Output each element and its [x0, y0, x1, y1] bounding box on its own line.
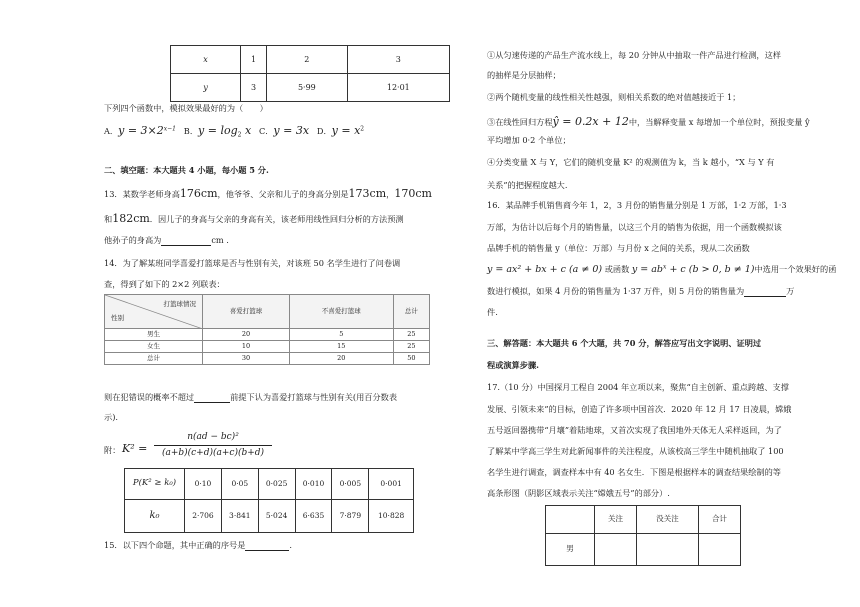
xy-y-cell: 12·01: [347, 74, 449, 102]
q15-s3-line1: ③在线性回归方程ŷ = 0.2x + 12中，当解释变量 x 每增加一个单位时，预报变量 ŷ: [487, 115, 810, 128]
section-3-heading-line1: 三、解答题：本大题共 6 个大题，共 70 分，解答应写出文字说明、证明过: [487, 338, 762, 348]
k0-cell: 10·828: [369, 500, 414, 533]
q14-line1: 14．为了解某班同学喜爱打篮球是否与性别有关，对该班 50 名学生进行了问卷调: [104, 258, 401, 268]
table-row: [105, 353, 430, 365]
formula-numerator: n(ad − bc)²: [187, 432, 239, 442]
corner-top-label: 打篮球情况: [163, 300, 196, 308]
p-cell: 0·10: [185, 469, 222, 500]
table-cell: 5: [289, 329, 393, 341]
k0-cell: 3·841: [221, 500, 258, 533]
q17-line4: 了解某中学高三学生对此新闻事件的关注程度，从该校高三学生中随机抽取了 100: [487, 446, 784, 456]
xy-y-cell: 5·99: [267, 74, 348, 102]
q17-row-label: 男: [546, 534, 595, 566]
p-cell: 0·005: [332, 469, 369, 500]
q12-stem: 下列四个函数中，模拟效果最好的为（ ）: [104, 103, 268, 113]
q17-line2: 发展、引领未来”的目标，创造了许多项中国首次．2020 年 12 月 17 日凌晨，嫦娥: [487, 404, 792, 414]
q13-line1: 13．某数学老师身高176cm，他爷爷、父亲和儿子的身高分别是173cm，170cm: [104, 187, 432, 200]
p-cell: 0·010: [295, 469, 332, 500]
q17-header: 合计: [698, 506, 740, 534]
xy-y-label: y: [171, 74, 241, 102]
table-header: 喜爱打篮球: [203, 295, 290, 329]
table-corner: [105, 295, 203, 329]
q17-cell: [637, 534, 699, 566]
row-label: 总计: [105, 353, 203, 365]
k0-cell: 6·635: [295, 500, 332, 533]
option-a: A．$y = 3\times 2^{x-1}$: [104, 124, 176, 137]
k0-label: k₀: [125, 500, 185, 533]
q13-line3: 他孙子的身高为 cm .: [104, 235, 229, 245]
formula-fraction: [154, 431, 272, 459]
q13-line2: 和182cm．因儿子的身高与父亲的身高有关，该老师用线性回归分析的方法预测: [104, 212, 404, 225]
q16-line5: 数进行模拟，如果 4 月份的销售量为 1·37 万件，则 5 月份的销售量为 万: [487, 286, 795, 296]
table-cell: 25: [393, 329, 429, 341]
q17-header: 没关注: [637, 506, 699, 534]
row-label: 男生: [105, 329, 203, 341]
q16-line4: y = ax² + bx + c (a ≠ 0) 或函数 $y = ab^x + c$ (b > 0, b ≠ 1)中选用一个效果好的函: [487, 263, 837, 275]
q14-line2: 查，得到了如下的 2×2 列联表：: [104, 279, 225, 289]
p-cell: 0·05: [221, 469, 258, 500]
formula-label: 附：: [104, 445, 121, 455]
q16-answer-blank[interactable]: [744, 287, 786, 297]
q17-line5: 名学生进行调查，调查样本中有 40 名女生．下图是根据样本的调查结果绘制的等: [487, 467, 781, 477]
critical-value-table: [124, 468, 414, 533]
q13-answer-blank[interactable]: [161, 236, 211, 246]
table-header: 不喜爱打篮球: [289, 295, 393, 329]
q16-line1: 16．某品牌手机销售商今年 1，2，3 月份的销售量分别是 1 万部，1·2 万部，1·3: [487, 200, 787, 210]
table-cell: 20: [289, 353, 393, 365]
table-header: 总计: [393, 295, 429, 329]
q14-after-line2: 示).: [104, 412, 118, 422]
section-2-heading: 二、填空题：本大题共 4 小题，每小题 5 分.: [104, 165, 269, 175]
q12-options: [104, 123, 364, 140]
formula-denominator: (a+b)(c+d)(a+c)(b+d): [161, 447, 265, 458]
option-b: B．$y = \log_2 x$: [183, 124, 252, 139]
xy-x-cell: 3: [347, 46, 449, 74]
xy-x-cell: 1: [241, 46, 267, 74]
q15-s2: ②两个随机变量的线性相关性越强，则相关系数的绝对值越接近于 1；: [487, 92, 741, 102]
table-cell: 25: [393, 341, 429, 353]
q15-s4-line2: 关系”的把握程度越大.: [487, 180, 568, 190]
option-d: D．$y = x^2$: [316, 124, 365, 137]
q17-table: [545, 505, 741, 566]
q15-stem: 15．以下四个命题，其中正确的序号是 .: [104, 540, 293, 550]
xy-x-label: x: [171, 46, 241, 74]
p-label: P(K² ≥ k₀): [125, 469, 185, 500]
q15-s4-line1: ④分类变量 X 与 Y，它们的随机变量 K² 的观测值为 k，当 k 越小，“X 与 Y 有: [487, 157, 775, 167]
q17-line1: 17.（10 分）中国探月工程自 2004 年立项以来，聚焦“自主创新、重点跨越、支撑: [487, 382, 789, 392]
p-cell: 0·025: [258, 469, 295, 500]
q15-answer-blank[interactable]: [245, 541, 289, 551]
q16-line3: 品牌手机的销售量 y（单位：万部）与月份 x 之间的关系，现从二次函数: [487, 243, 750, 253]
xy-table: [170, 45, 450, 102]
table-cell: 50: [393, 353, 429, 365]
q16-line6: 件.: [487, 307, 498, 317]
q17-line3: 五号返回器携带“月壤”着陆地球，又首次实现了我国地外天体无人采样返回，为了: [487, 425, 782, 435]
table-cell: 10: [203, 341, 290, 353]
contingency-table: [104, 294, 430, 365]
q15-s3-line2: 平均增加 0·2 个单位；: [487, 135, 571, 145]
q17-header: [546, 506, 595, 534]
q17-cell: [595, 534, 637, 566]
q16-line2: 万部，为估计以后每个月的销售量，以这三个月的销售为依据，用一个函数模拟该: [487, 222, 782, 232]
corner-bottom-label: 性别: [111, 313, 124, 322]
q15-s1-line1: ①从匀速传递的产品生产流水线上，每 20 分钟从中抽取一件产品进行检测，这样: [487, 50, 781, 60]
p-cell: 0·001: [369, 469, 414, 500]
table-row: [105, 341, 430, 353]
row-label: 女生: [105, 341, 203, 353]
formula-lhs: K² =: [122, 442, 148, 455]
q14-answer-blank[interactable]: [194, 393, 230, 403]
k0-cell: 5·024: [258, 500, 295, 533]
q17-line6: 高条形图（阴影区域表示关注“嫦娥五号”的部分）.: [487, 488, 670, 498]
k0-cell: 7·879: [332, 500, 369, 533]
table-cell: 30: [203, 353, 290, 365]
table-row: [546, 534, 741, 566]
q14-after-line1: 则在犯错误的概率不超过 前提下认为喜爱打篮球与性别有关(用百分数表: [104, 392, 398, 402]
q17-cell: [698, 534, 740, 566]
option-c: C．y = 3x: [258, 124, 310, 137]
table-row: [105, 329, 430, 341]
section-3-heading-line2: 程或演算步骤.: [487, 360, 539, 370]
table-cell: 15: [289, 341, 393, 353]
q17-header: 关注: [595, 506, 637, 534]
table-cell: 20: [203, 329, 290, 341]
xy-y-cell: 3: [241, 74, 267, 102]
xy-x-cell: 2: [267, 46, 348, 74]
k0-cell: 2·706: [185, 500, 222, 533]
q15-s1-line2: 的抽样是分层抽样；: [487, 70, 561, 80]
